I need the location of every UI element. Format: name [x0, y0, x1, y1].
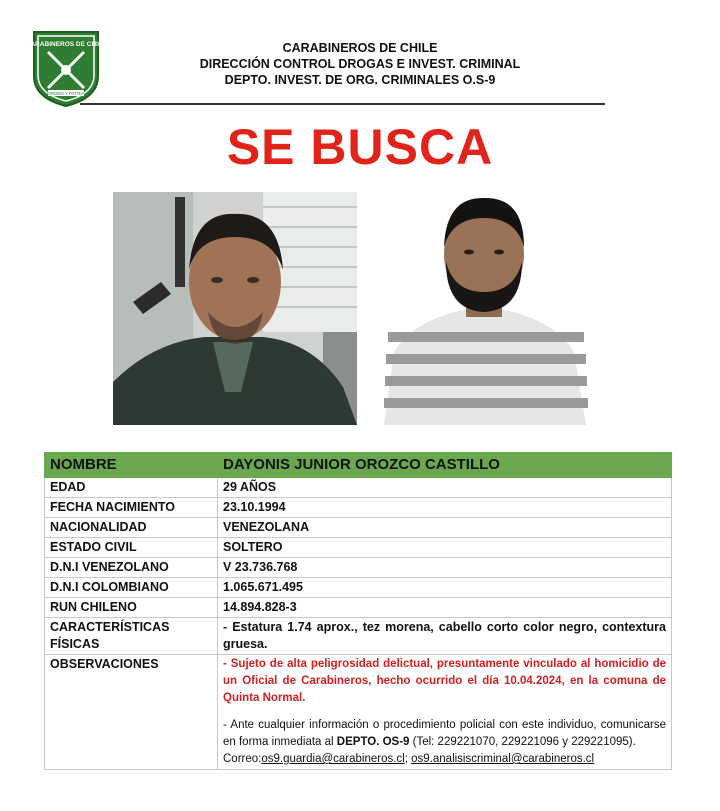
- mail-separator: ;: [404, 753, 408, 765]
- logo-top-text: CARABINEROS DE CHILE: [25, 41, 107, 48]
- obs-contact-dept: DEPTO. OS-9: [336, 736, 410, 748]
- email-link-analisis[interactable]: os9.analisiscriminal@carabineros.cl: [411, 753, 595, 765]
- name-label: NOMBRE: [45, 453, 218, 478]
- table-row: [45, 558, 672, 578]
- observations-label: OBSERVACIONES: [45, 655, 218, 770]
- table-header-row: [45, 453, 672, 478]
- table-row: [45, 498, 672, 518]
- features-row: [45, 618, 672, 655]
- obs-contact-part-2: (Tel: 229221070, 229221096 y 229221095).: [412, 736, 636, 748]
- row-label: ESTADO CIVIL: [45, 538, 218, 558]
- row-label: D.N.I COLOMBIANO: [45, 578, 218, 598]
- row-label: D.N.I VENEZOLANO: [45, 558, 218, 578]
- row-value: 29 AÑOS: [218, 478, 672, 498]
- obs-mail-line: [223, 751, 666, 768]
- table-row: [45, 538, 672, 558]
- table-row: [45, 478, 672, 498]
- row-label: FECHA NACIMIENTO: [45, 498, 218, 518]
- row-value: V 23.736.768: [218, 558, 672, 578]
- name-value: DAYONIS JUNIOR OROZCO CASTILLO: [218, 453, 672, 478]
- logo-bottom-text: ORDEN Y PATRIA: [47, 91, 85, 96]
- row-label: NACIONALIDAD: [45, 518, 218, 538]
- obs-contact-part-1: - Ante cualquier información o procedimiento policial con este individuo, comunicarse en forma inmediata al: [223, 719, 666, 748]
- table-row: [45, 598, 672, 618]
- wanted-title: SE BUSCA: [226, 119, 494, 175]
- row-label: RUN CHILENO: [45, 598, 218, 618]
- row-value: 1.065.671.495: [218, 578, 672, 598]
- agency-header: [150, 40, 570, 88]
- features-value: - Estatura 1.74 aprox., tez morena, cabello corto color negro, contextura gruesa.: [218, 618, 672, 655]
- table-row: [45, 578, 672, 598]
- suspect-photo-office: [113, 192, 357, 425]
- row-value: VENEZOLANA: [218, 518, 672, 538]
- mail-prefix: Correo:: [223, 753, 262, 765]
- obs-contact-text: [223, 717, 666, 751]
- header-line-3: DEPTO. INVEST. DE ORG. CRIMINALES O.S-9: [224, 73, 496, 87]
- row-label: EDAD: [45, 478, 218, 498]
- features-label-1: CARACTERÍSTICAS: [50, 620, 170, 634]
- row-value: 14.894.828-3: [218, 598, 672, 618]
- features-label-2: FÍSICAS: [50, 637, 100, 651]
- suspect-photo-mugshot: [374, 192, 594, 425]
- header-line-2: DIRECCIÓN CONTROL DROGAS E INVEST. CRIMINAL: [199, 57, 521, 71]
- obs-warning-text: - Sujeto de alta peligrosidad delictual, presuntamente vinculado al homicidio de un Oficial de Carabineros, hecho ocurrido el día 10.04.2024, en la comuna de Quinta Normal.: [223, 658, 666, 704]
- row-value: SOLTERO: [218, 538, 672, 558]
- table-row: [45, 518, 672, 538]
- observations-row: [45, 655, 672, 770]
- suspect-info-table: [44, 452, 672, 770]
- header-line-1: CARABINEROS DE CHILE: [282, 41, 438, 55]
- header-divider: [80, 103, 605, 105]
- row-value: 23.10.1994: [218, 498, 672, 518]
- observations-value: [218, 655, 672, 770]
- carabineros-logo: [25, 28, 107, 108]
- email-link-guardia[interactable]: os9.guardia@carabineros.cl: [261, 753, 405, 765]
